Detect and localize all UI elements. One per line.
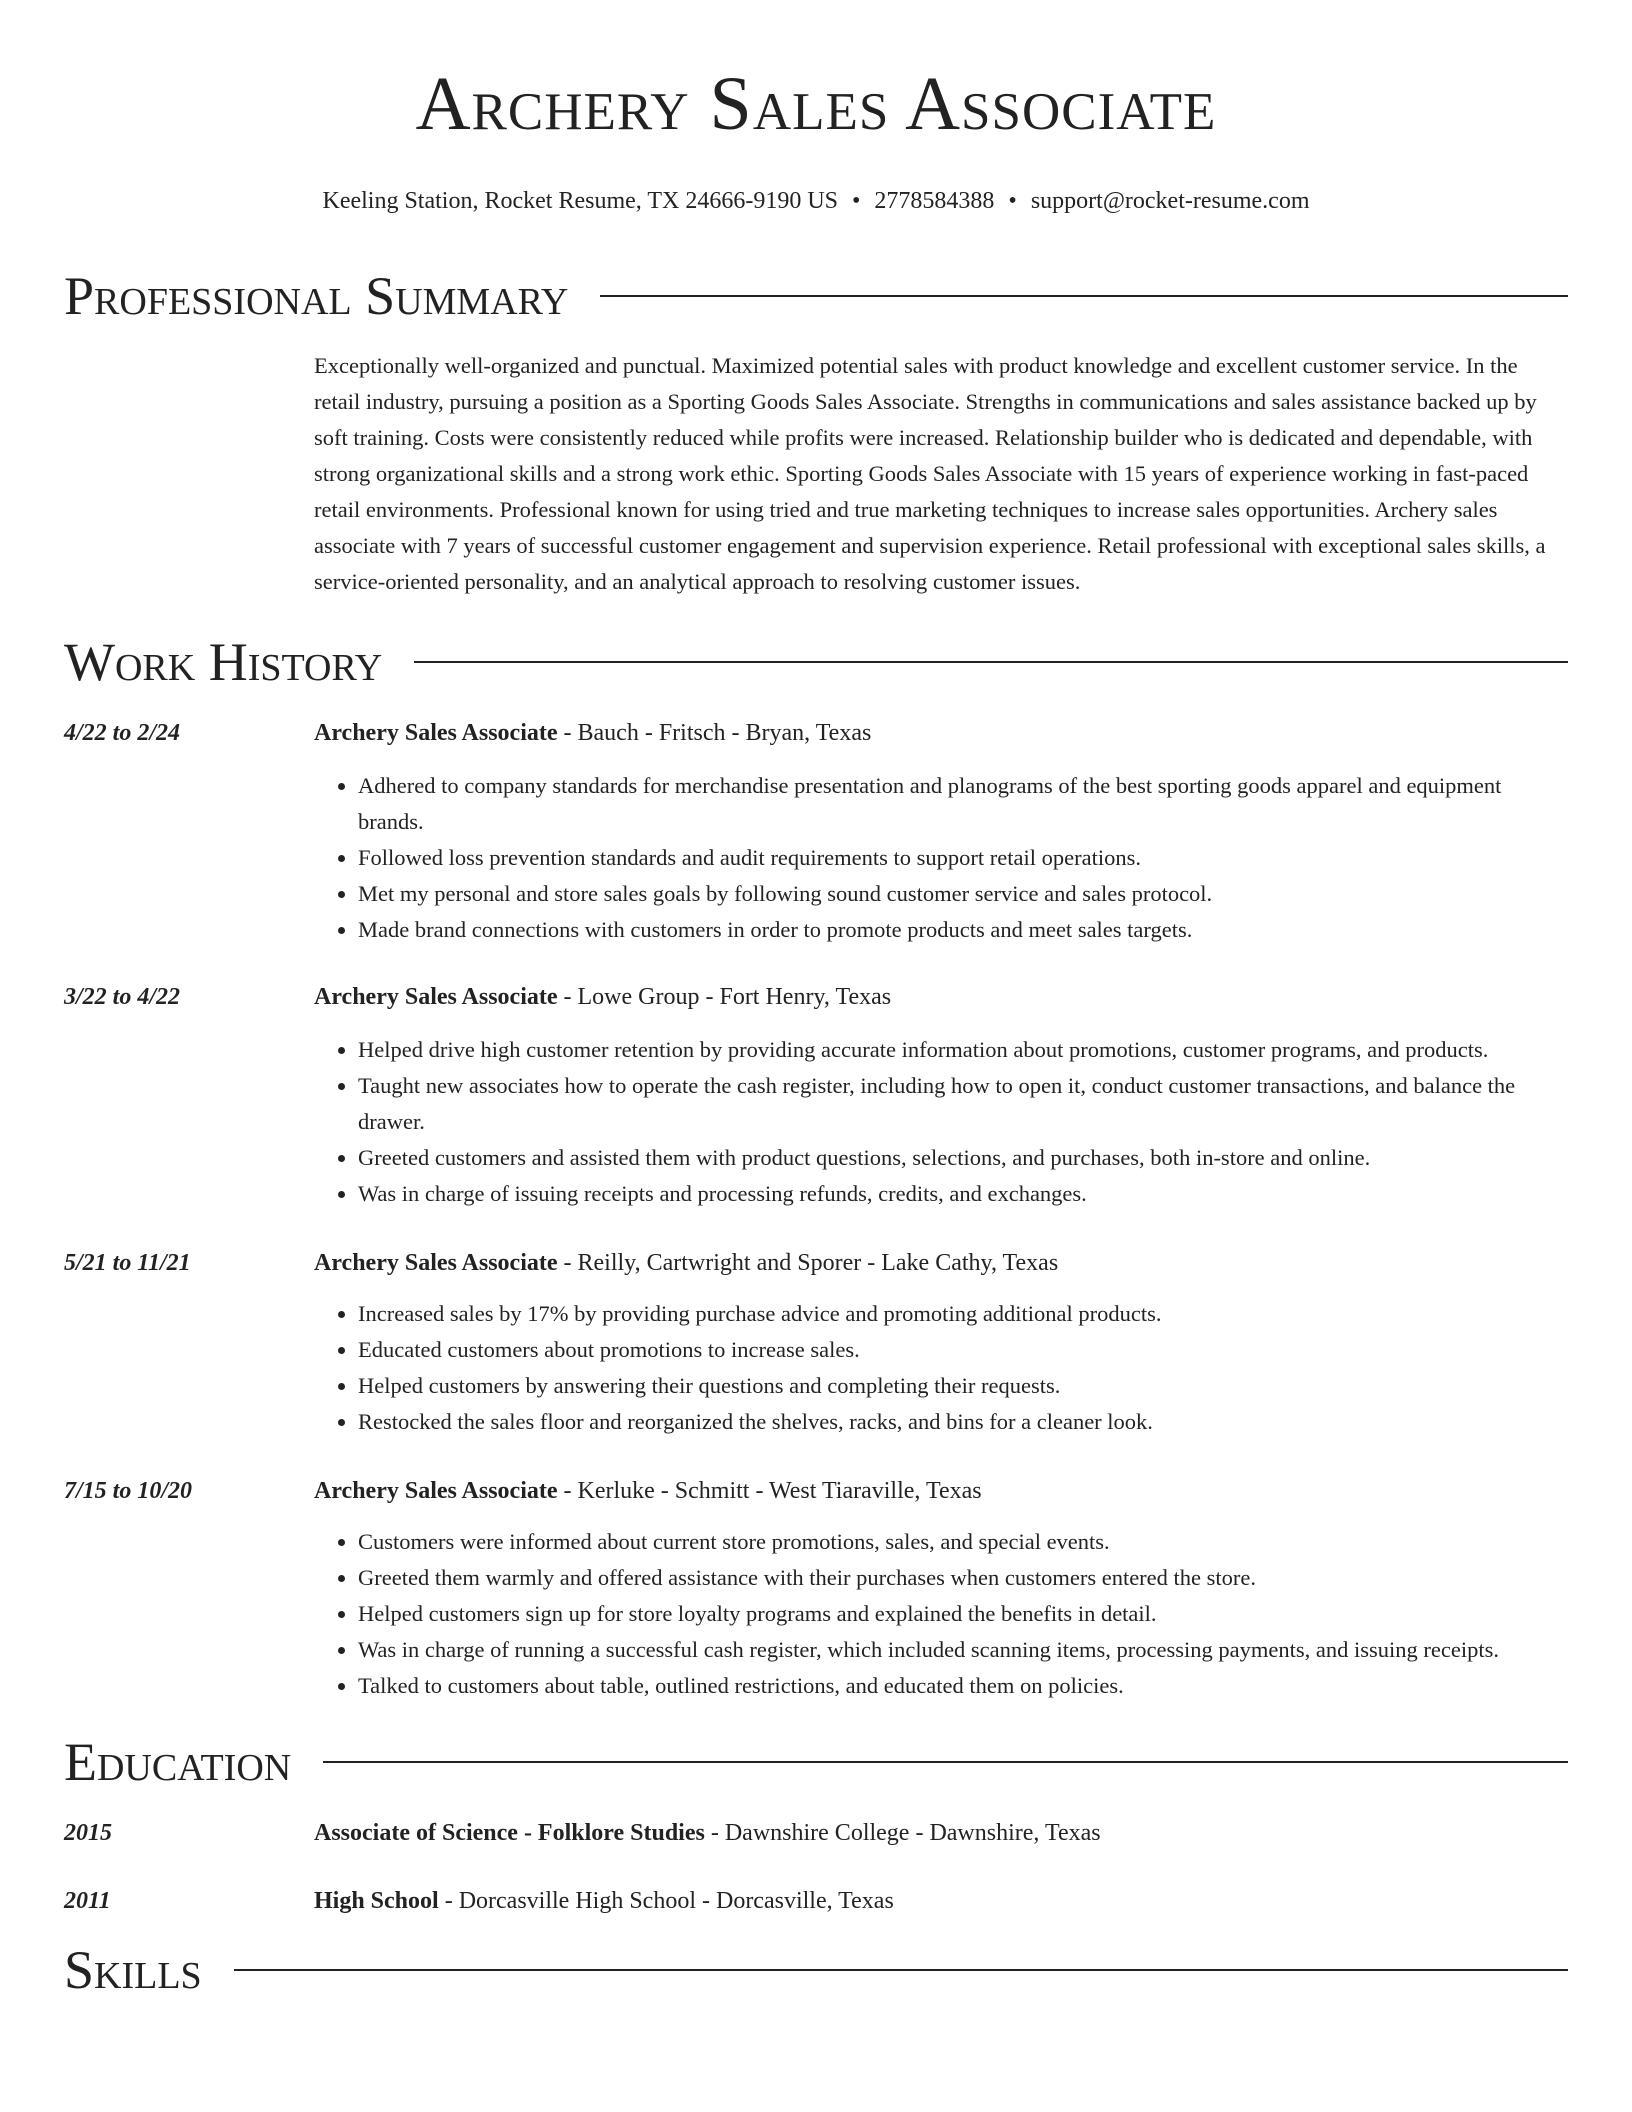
- education-heading: [314, 1884, 894, 1918]
- education-section-header: [64, 1730, 1568, 1794]
- contact-line: [64, 186, 1568, 216]
- education-degree: High School: [314, 1888, 439, 1914]
- education-year: 2011: [64, 1888, 111, 1914]
- education-details: - Dorcasville High School - Dorcasville, Texas: [438, 1888, 894, 1914]
- job-details: - Reilly, Cartwright and Sporer - Lake Cathy, Texas: [557, 1250, 1059, 1276]
- contact-separator: •: [1008, 188, 1017, 214]
- section-title-education: Education: [64, 1732, 292, 1792]
- section-title-summary: Professional Summary: [64, 266, 569, 326]
- job-details: - Bauch - Fritsch - Bryan, Texas: [557, 720, 872, 746]
- contact-separator: •: [852, 188, 861, 214]
- job-entry: [64, 980, 1568, 1212]
- job-bullet: • Talked to customers about table, outlined restrictions, and educated them on policies.: [358, 1668, 1568, 1704]
- job-bullets: [314, 1296, 1568, 1440]
- job-dates: 4/22 to 2/24: [64, 720, 181, 746]
- education-year: 2015: [64, 1820, 112, 1846]
- job-bullet: • Restocked the sales floor and reorganized the shelves, racks, and bins for a cleaner look.: [358, 1404, 1568, 1440]
- job-title: Archery Sales Associate: [314, 1250, 558, 1276]
- job-heading: [314, 1246, 1568, 1280]
- job-bullets: [314, 1524, 1568, 1704]
- job-bullet: • Helped customers by answering their questions and completing their requests.: [358, 1368, 1568, 1404]
- education-degree: Associate of Science - Folklore Studies: [314, 1820, 705, 1846]
- skills-section-header: [64, 1938, 1568, 2002]
- job-bullet: • Was in charge of issuing receipts and processing refunds, credits, and exchanges.: [358, 1176, 1568, 1212]
- job-bullet: • Helped customers sign up for store loyalty programs and explained the benefits in detail.: [358, 1596, 1568, 1632]
- education-heading: [314, 1816, 1101, 1850]
- contact-phone: 2778584388: [874, 188, 995, 214]
- job-details: - Lowe Group - Fort Henry, Texas: [557, 984, 892, 1010]
- job-dates: 3/22 to 4/22: [64, 984, 181, 1010]
- summary-section-header: [64, 264, 1568, 328]
- job-entry: [64, 1246, 1568, 1440]
- job-heading: [314, 716, 1568, 750]
- job-bullet: • Followed loss prevention standards and audit requirements to support retail operations.: [358, 840, 1568, 876]
- section-divider: [600, 295, 1568, 297]
- contact-address: Keeling Station, Rocket Resume, TX 24666-9190 US: [322, 188, 838, 214]
- job-bullet: • Was in charge of running a successful cash register, which included scanning items, processing payments, and issuing receipts.: [358, 1632, 1568, 1668]
- job-bullet: • Greeted customers and assisted them with product questions, selections, and purchases, both in-store and online.: [358, 1140, 1568, 1176]
- education-details: - Dawnshire College - Dawnshire, Texas: [704, 1820, 1101, 1846]
- job-bullets: [314, 768, 1568, 948]
- job-title: Archery Sales Associate: [314, 984, 558, 1010]
- section-divider: [234, 1969, 1568, 1971]
- job-bullet: • Greeted them warmly and offered assistance with their purchases when customers entered the store.: [358, 1560, 1568, 1596]
- job-bullet: • Adhered to company standards for merchandise presentation and planograms of the best sporting goods apparel and equipment brands.: [358, 768, 1568, 840]
- contact-email: support@rocket-resume.com: [1030, 188, 1310, 214]
- summary-text: Exceptionally well-organized and punctual. Maximized potential sales with product knowledge and excellent customer service. In the retail industry, pursuing a position as a Sporting Goods Sales Associate. Strengths in communications and sales assistance backed up by soft training. Costs were consistently reduced while profits were increased. Relationship builder who is dedicated and dependable, with strong organizational skills and a strong work ethic. Sporting Goods Sales Associate with 15 years of experience working in fast-paced retail environments. Professional known for using tried and true marketing techniques to increase sales opportunities. Archery sales associate with 7 years of successful customer engagement and supervision experience. Retail professional with exceptional sales skills, a service-oriented personality, and an analytical approach to resolving customer issues.: [314, 353, 1546, 594]
- job-bullet: • Increased sales by 17% by providing purchase advice and promoting additional products.: [358, 1296, 1568, 1332]
- job-bullet: • Made brand connections with customers in order to promote products and meet sales targets.: [358, 912, 1568, 948]
- education-entry: [64, 1816, 1568, 1850]
- section-title-work-history: Work History: [64, 632, 383, 692]
- job-bullet: • Helped drive high customer retention by providing accurate information about promotions, customer programs, and products.: [358, 1032, 1568, 1068]
- section-divider: [323, 1761, 1568, 1763]
- job-bullets: [314, 1032, 1568, 1212]
- job-dates: 5/21 to 11/21: [64, 1250, 191, 1276]
- education-entry: [64, 1884, 1568, 1918]
- job-bullet: • Customers were informed about current store promotions, sales, and special events.: [358, 1524, 1568, 1560]
- section-title-skills: Skills: [64, 1940, 202, 2000]
- job-bullet: • Educated customers about promotions to increase sales.: [358, 1332, 1568, 1368]
- job-heading: [314, 980, 1568, 1014]
- job-dates: 7/15 to 10/20: [64, 1478, 193, 1504]
- job-title: Archery Sales Associate: [314, 720, 558, 746]
- work-history-list: [64, 716, 1568, 1704]
- job-bullet: • Taught new associates how to operate the cash register, including how to open it, conduct customer transactions, and balance the drawer.: [358, 1068, 1568, 1140]
- job-entry: [64, 716, 1568, 948]
- job-bullet: • Met my personal and store sales goals by following sound customer service and sales protocol.: [358, 876, 1568, 912]
- job-title: Archery Sales Associate: [314, 1478, 558, 1504]
- job-entry: [64, 1474, 1568, 1704]
- section-divider: [414, 661, 1568, 663]
- job-heading: [314, 1474, 1568, 1508]
- candidate-name: Archery Sales Associate: [415, 62, 1217, 146]
- job-details: - Kerluke - Schmitt - West Tiaraville, Texas: [557, 1478, 982, 1504]
- work-section-header: [64, 630, 1568, 694]
